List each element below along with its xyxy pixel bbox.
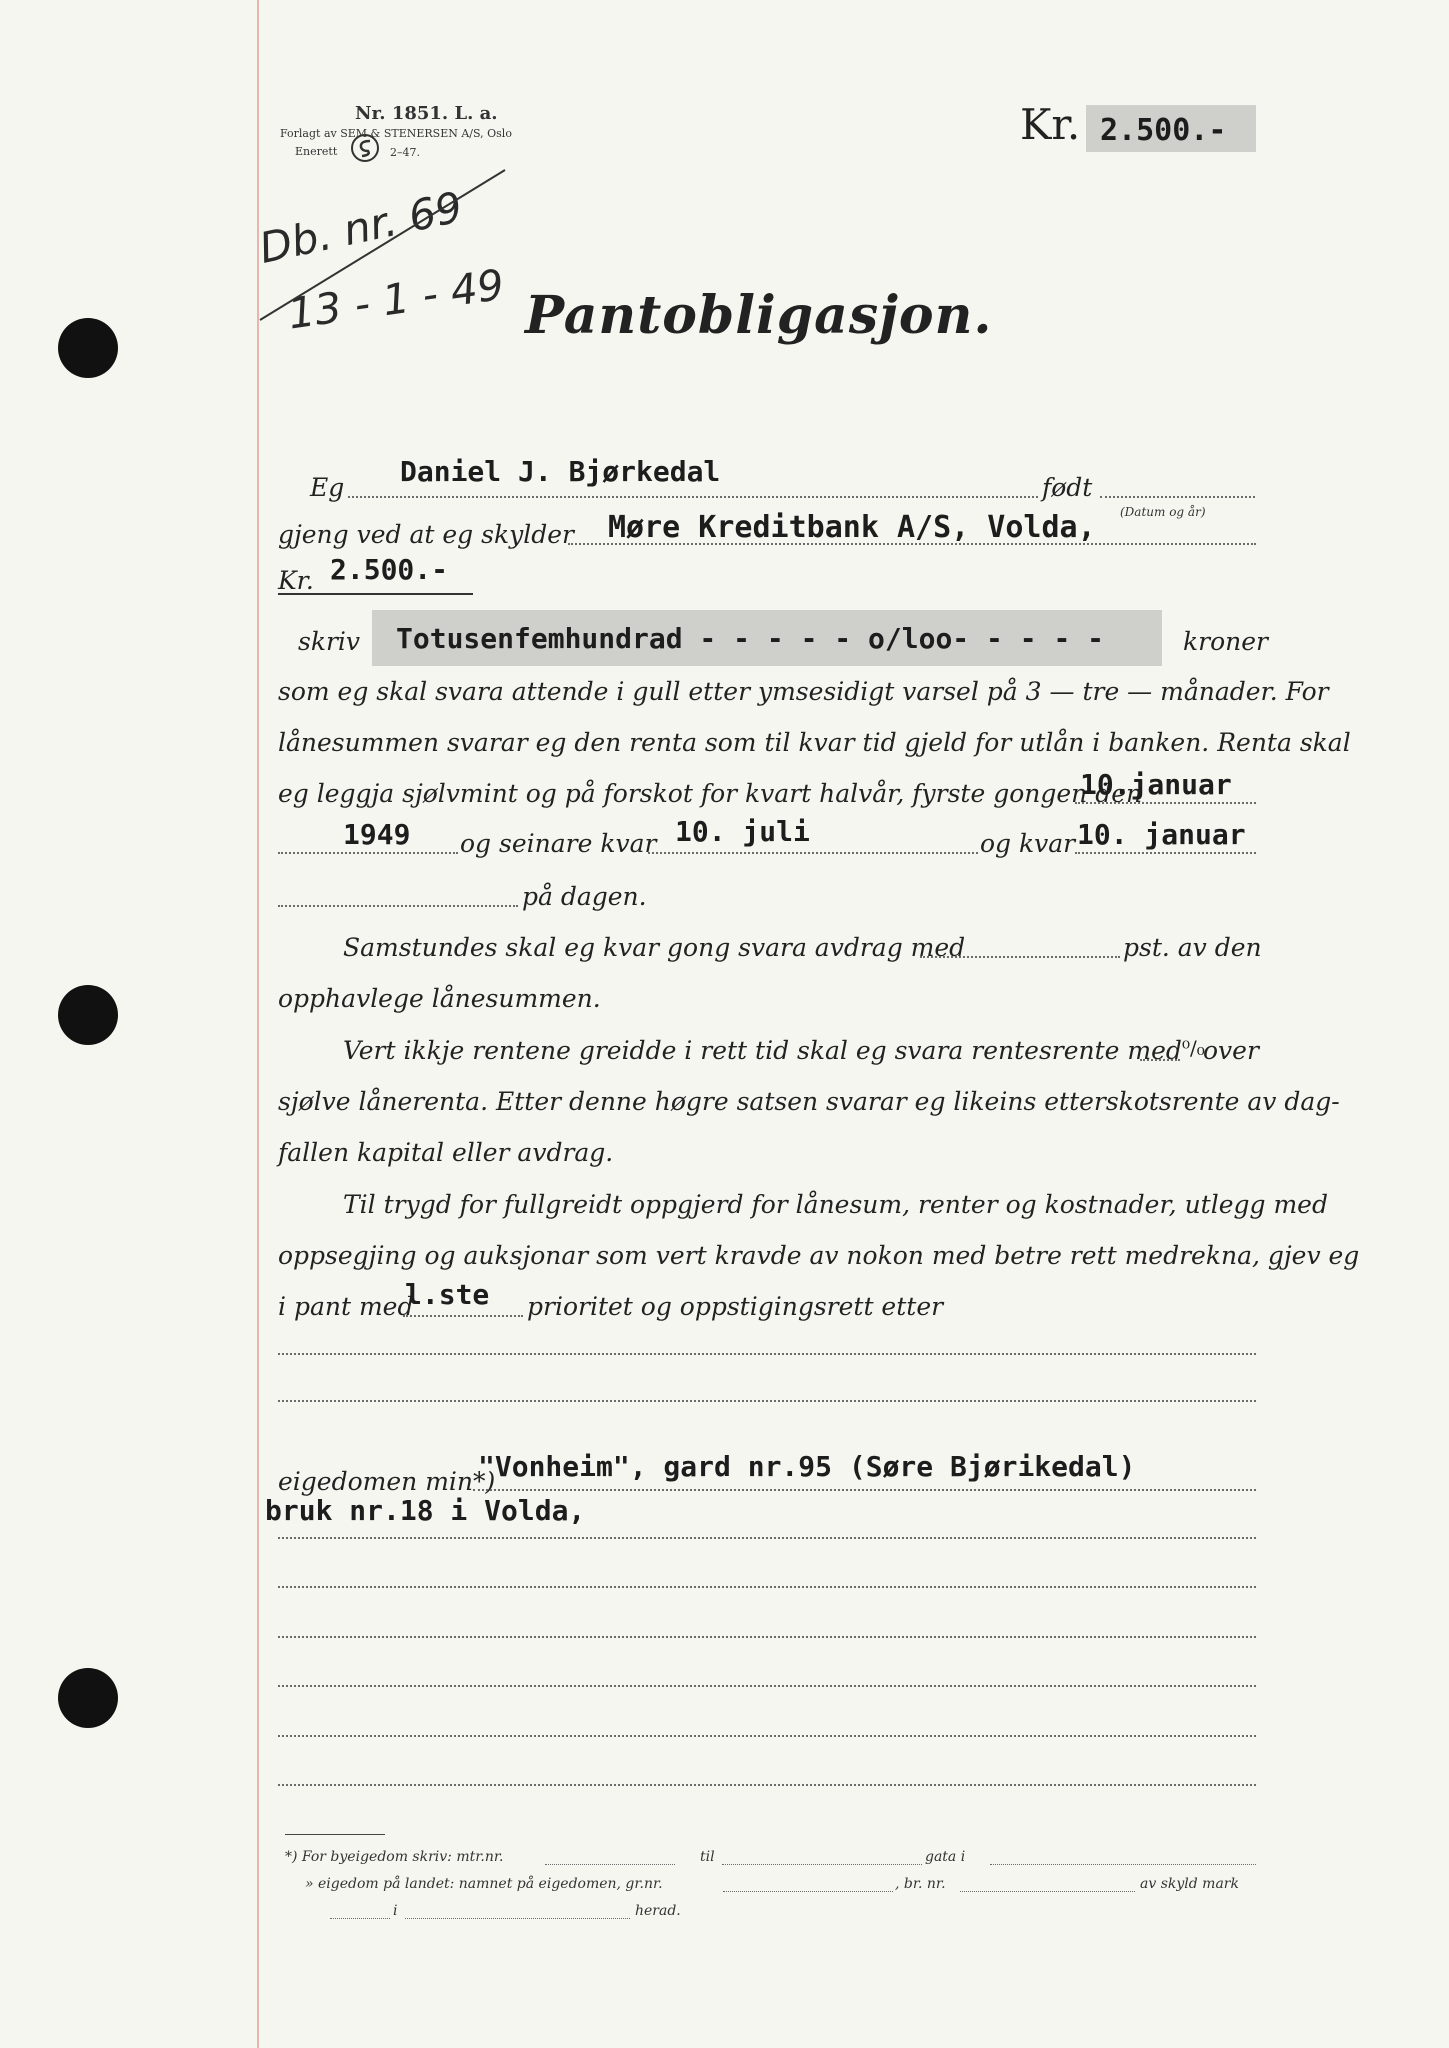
property-line-2: bruk nr.18 i Volda, — [265, 1494, 586, 1527]
dotted-line — [278, 852, 458, 854]
form-date-code: 2–47. — [390, 146, 420, 159]
kr-label: Kr. — [278, 566, 314, 595]
handwritten-date: 13 - 1 - 49 — [285, 259, 508, 339]
year-value: 1949 — [343, 818, 411, 851]
later-date-1: 10. juli — [675, 815, 810, 848]
amount-kr-label: Kr. — [1020, 100, 1081, 149]
paragraph-2-line-1-b: pst. av den — [1123, 933, 1262, 962]
publisher-logo — [350, 133, 380, 163]
dotted-line — [1075, 802, 1256, 804]
paragraph-2-line-2: opphavlege lånesummen. — [278, 984, 601, 1013]
punch-hole — [58, 1668, 118, 1728]
dotted-line — [278, 1735, 1256, 1737]
footnote-rule — [285, 1834, 385, 1835]
datum-hint: (Datum og år) — [1120, 505, 1206, 519]
dotted-line — [722, 1864, 922, 1865]
kr-value: 2.500.- — [330, 553, 449, 586]
footnote-3-a: i — [393, 1903, 398, 1919]
paragraph-3-line-2: sjølve lånerenta. Etter denne høgre satsen svarar eg likeins etterskotsrente av dag- — [278, 1087, 1340, 1116]
later-date-2: 10. januar — [1077, 818, 1246, 851]
footnote-1-b: til — [700, 1849, 715, 1865]
paragraph-3-line-1-a: Vert ikkje rentene greidde i rett tid skal eg svara rentesrente med — [343, 1036, 1182, 1065]
form-number: Nr. 1851. L. a. — [355, 103, 498, 124]
og-kvar-label: og kvar — [980, 829, 1076, 858]
dotted-line — [330, 1918, 390, 1919]
paragraph-3-line-1-b: over — [1203, 1036, 1259, 1065]
pa-dagen: på dagen. — [522, 882, 647, 911]
dotted-line — [990, 1864, 1256, 1865]
dotted-line — [1100, 496, 1255, 498]
eg-label: Eg — [310, 473, 345, 502]
fodt-label: født — [1042, 473, 1093, 502]
property-line-1: "Vonheim", gard nr.95 (Søre Bjørikedal) — [478, 1450, 1136, 1483]
paragraph-4-line-1: Til trygd for fullgreidt oppgjerd for lånesum, renter og kostnader, utlegg med — [343, 1190, 1328, 1219]
dotted-line — [405, 1918, 630, 1919]
paragraph-3-line-3: fallen kapital eller avdrag. — [278, 1138, 614, 1167]
punch-hole — [58, 985, 118, 1045]
dotted-line — [278, 1784, 1256, 1786]
paragraph-1-line-1: som eg skal svara attende i gull etter ymsesidigt varsel på 3 — tre — månader. For — [278, 677, 1329, 706]
dotted-line — [278, 1586, 1256, 1588]
kroner-label: kroner — [1183, 627, 1268, 656]
dotted-line — [473, 1489, 1256, 1491]
amount-words: Totusenfemhundrad - - - - - o/loo- - - - - — [396, 622, 1105, 655]
document-title: Pantobligasjon. — [525, 285, 993, 346]
paragraph-4-line-2: oppsegjing og auksjonar som vert kravde av nokon med betre rett medrekna, gjev eg — [278, 1241, 1360, 1270]
enerett-label: Enerett — [295, 145, 338, 158]
amount-box-value: 2.500.- — [1100, 113, 1227, 148]
dotted-line — [920, 956, 1120, 958]
kr-underline — [278, 593, 473, 595]
paragraph-2-line-1-a: Samstundes skal eg kvar gong svara avdrag med — [343, 933, 966, 962]
dotted-line — [648, 852, 978, 854]
footnote-1-c: gata i — [925, 1849, 966, 1865]
paragraph-1-line-3: eg leggja sjølvmint og på forskot for kvart halvår, fyrste gongen den — [278, 779, 1143, 808]
dotted-line — [278, 905, 518, 907]
percent-sign: ⁰/₀ — [1182, 1036, 1205, 1060]
dotted-line — [723, 1891, 893, 1892]
skriv-label: skriv — [298, 627, 361, 656]
dotted-line — [278, 1685, 1256, 1687]
skylder-label: gjeng ved at eg skylder — [278, 520, 574, 549]
paragraph-4-line-3-b: prioritet og oppstigingsrett etter — [527, 1292, 944, 1321]
handwritten-stroke — [255, 165, 515, 325]
footnote-2-a: » eigedom på landet: namnet på eigedomen, gr.nr. — [305, 1876, 663, 1892]
footnote-2-b: , br. nr. — [895, 1876, 946, 1892]
dotted-line — [348, 496, 1038, 498]
dotted-line — [278, 1636, 1256, 1638]
eigedom-label: eigedomen min*) — [278, 1467, 496, 1496]
first-date: 10.januar — [1080, 768, 1232, 801]
dotted-line — [278, 1400, 1256, 1402]
dotted-line — [1140, 1059, 1180, 1061]
paragraph-4-line-3-a: i pant med — [278, 1292, 414, 1321]
dotted-line — [545, 1864, 675, 1865]
footnote-1-a: *) For byeigedom skriv: mtr.nr. — [285, 1849, 504, 1865]
priority-value: l.ste — [405, 1278, 490, 1311]
dotted-line — [1075, 852, 1256, 854]
debtor-name: Daniel J. Bjørkedal — [400, 455, 721, 488]
creditor-name: Møre Kreditbank A/S, Volda, — [608, 510, 1096, 545]
dotted-line — [278, 1537, 1256, 1539]
footnote-3-b: herad. — [635, 1903, 681, 1919]
punch-hole — [58, 318, 118, 378]
publisher-line: Forlagt av SEM & STENERSEN A/S, Oslo — [280, 127, 512, 140]
dotted-line — [960, 1891, 1135, 1892]
paragraph-1-line-2: lånesummen svarar eg den renta som til kvar tid gjeld for utlån i banken. Renta skal — [278, 728, 1351, 757]
handwritten-dbnr: Db. nr. 69 — [255, 182, 467, 273]
footnote-2-c: av skyld mark — [1140, 1876, 1239, 1892]
dotted-line — [403, 1315, 523, 1317]
seinare-label: og seinare kvar — [460, 829, 657, 858]
dotted-line — [278, 1353, 1256, 1355]
